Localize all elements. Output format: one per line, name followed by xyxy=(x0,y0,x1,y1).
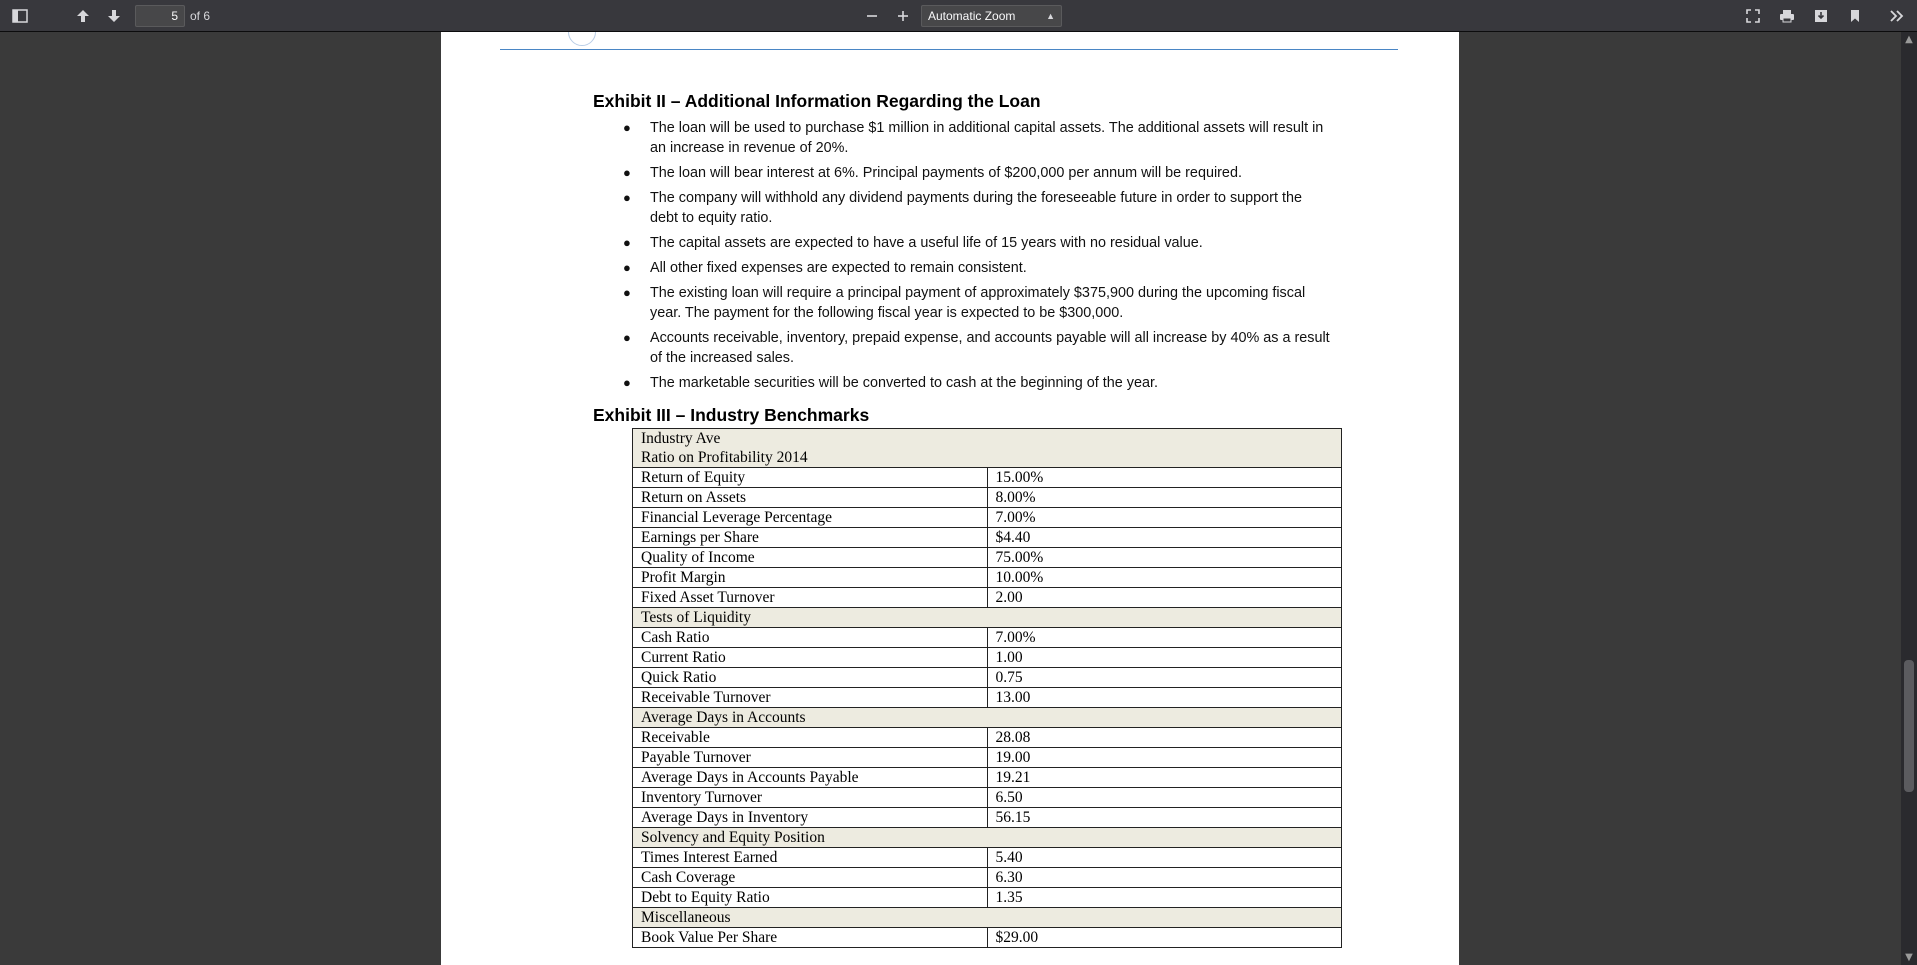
table-section-row: Miscellaneous xyxy=(633,908,1342,928)
bullet-icon: ● xyxy=(623,235,631,250)
header-logo-fragment xyxy=(568,32,596,46)
table-row: Return of Equity 15.00% xyxy=(633,468,1342,488)
presentation-mode-icon[interactable] xyxy=(1741,4,1765,28)
table-row: Times Interest Earned 5.40 xyxy=(633,848,1342,868)
exhibit-2-bullet-list xyxy=(593,118,1333,398)
table-row: Cash Ratio 7.00% xyxy=(633,628,1342,648)
table-header-row xyxy=(633,429,1342,468)
bullet-icon: ● xyxy=(623,285,631,300)
list-item: ● All other fixed expenses are expected to remain consistent. xyxy=(623,260,1027,276)
page-count-label: of 6 xyxy=(190,9,211,23)
exhibit-2-title: Exhibit II – Additional Information Regarding the Loan xyxy=(593,91,1041,111)
list-item: ● The loan will be used to purchase $1 million in additional capital assets. The additional assets will result in an increase in revenue of 20%. xyxy=(623,120,1324,156)
table-row: Average Days in Accounts Payable 19.21 xyxy=(633,768,1342,788)
table-row: Book Value Per Share $29.00 xyxy=(633,928,1342,948)
table-row: Cash Coverage 6.30 xyxy=(633,868,1342,888)
table-header-line-2: Ratio on Profitability 2014 xyxy=(641,449,808,466)
vertical-scrollbar[interactable] xyxy=(1901,32,1917,965)
table-row: Average Days in Inventory 56.15 xyxy=(633,808,1342,828)
zoom-out-icon[interactable] xyxy=(860,4,884,28)
table-row: Quick Ratio 0.75 xyxy=(633,668,1342,688)
industry-benchmarks-table xyxy=(632,428,1342,948)
table-section-row: Solvency and Equity Position xyxy=(633,828,1342,848)
table-row: Payable Turnover 19.00 xyxy=(633,748,1342,768)
table-row: Quality of Income 75.00% xyxy=(633,548,1342,568)
tools-menu-icon[interactable] xyxy=(1885,4,1909,28)
bullet-icon: ● xyxy=(623,375,631,390)
bullet-icon: ● xyxy=(623,330,631,345)
list-item: ● The marketable securities will be converted to cash at the beginning of the year. xyxy=(623,375,1158,391)
table-row: Earnings per Share $4.40 xyxy=(633,528,1342,548)
table-row: Return on Assets 8.00% xyxy=(633,488,1342,508)
pdf-page xyxy=(441,32,1459,965)
table-row: Debt to Equity Ratio 1.35 xyxy=(633,888,1342,908)
exhibit-3-title: Exhibit III – Industry Benchmarks xyxy=(593,405,870,425)
table-row: Fixed Asset Turnover 2.00 xyxy=(633,588,1342,608)
print-icon[interactable] xyxy=(1775,4,1799,28)
zoom-select[interactable] xyxy=(921,5,1062,27)
table-header-cell xyxy=(633,429,1342,468)
sidebar-toggle-icon[interactable] xyxy=(8,4,32,28)
pdf-toolbar xyxy=(0,0,1917,32)
scroll-thumb[interactable] xyxy=(1904,660,1914,792)
table-section-row: Tests of Liquidity xyxy=(633,608,1342,628)
list-item: ● The loan will bear interest at 6%. Principal payments of $200,000 per annum will be required. xyxy=(623,165,1242,181)
bullet-icon: ● xyxy=(623,260,631,275)
zoom-value: Automatic Zoom xyxy=(928,9,1016,23)
scroll-up-icon[interactable]: ▲ xyxy=(1905,34,1913,45)
dropdown-arrow-icon: ▲ xyxy=(1046,11,1055,21)
list-item: ● The capital assets are expected to have a useful life of 15 years with no residual value. xyxy=(623,235,1203,251)
bullet-icon: ● xyxy=(623,190,631,205)
scroll-down-icon[interactable]: ▼ xyxy=(1905,952,1913,963)
list-item: ● The company will withhold any dividend payments during the foreseeable future in order to support the debt to equity ratio. xyxy=(623,190,1302,226)
table-header-line-1: Industry Ave xyxy=(641,430,721,447)
header-rule xyxy=(500,49,1398,50)
table-row: Current Ratio 1.00 xyxy=(633,648,1342,668)
table-row: Inventory Turnover 6.50 xyxy=(633,788,1342,808)
table-section-row: Average Days in Accounts xyxy=(633,708,1342,728)
table-row: Receivable Turnover 13.00 xyxy=(633,688,1342,708)
bullet-icon: ● xyxy=(623,165,631,180)
table-row: Profit Margin 10.00% xyxy=(633,568,1342,588)
list-item: ● The existing loan will require a principal payment of approximately $375,900 during the upcoming fiscal year. The payment for the following fiscal year is expected to be $300,000. xyxy=(623,285,1306,321)
download-icon[interactable] xyxy=(1809,4,1833,28)
previous-page-icon[interactable] xyxy=(71,4,95,28)
bookmark-icon[interactable] xyxy=(1843,4,1867,28)
table-row: Financial Leverage Percentage 7.00% xyxy=(633,508,1342,528)
next-page-icon[interactable] xyxy=(102,4,126,28)
table-row: Receivable 28.08 xyxy=(633,728,1342,748)
page-number-input[interactable] xyxy=(135,5,185,27)
list-item: ● Accounts receivable, inventory, prepaid expense, and accounts payable will all increase by 40% as a result of the increased sales. xyxy=(623,330,1330,366)
zoom-in-icon[interactable] xyxy=(891,4,915,28)
bullet-icon: ● xyxy=(623,120,631,135)
